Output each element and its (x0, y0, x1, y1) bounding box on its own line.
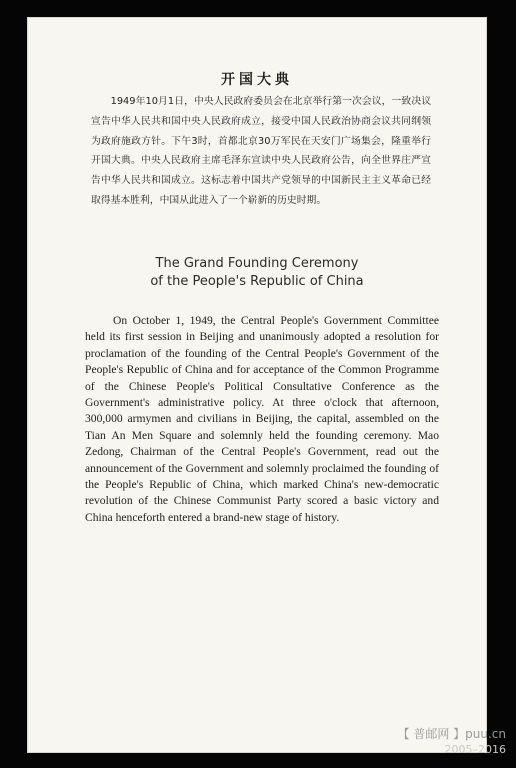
english-title-line-2: of the People's Republic of China (150, 274, 364, 289)
chinese-body-text: 1949年10月1日，中央人民政府委员会在北京举行第一次会议，一致决议宣告中华人民共和国中央人民政府成立，接受中国人民政治协商会议共同纲领为政府施政方针。下午3时，首都北京30万军民在天安门广场集会，隆重举行开国大典。中央人民政府主席毛泽东宣读中央人民政府公告，向全世界庄严宣告中华人民共和国成立。这标志着中国共产党领导的中国新民主主义革命已经取得基本胜利，中国从此进入了一个崭新的历史时期。 (91, 96, 431, 206)
chinese-title: 开国大典 (221, 72, 293, 88)
english-title-line-1: The Grand Founding Ceremony (155, 256, 359, 271)
english-title (27, 255, 487, 291)
site-watermark (398, 726, 506, 758)
watermark-site: 【 普邮网 】puu.cn (397, 727, 506, 741)
info-card (27, 17, 487, 753)
watermark-years: 2005–2016 (444, 743, 506, 756)
english-body-text: On October 1, 1949, the Central People's Government Committee held its first session in Beijing and unanimously adopted a resolution for proclamation of the founding of the Central People's Government of the People's Republic of China and for acceptance of the Common Programme of the Chinese People's Political Consultative Conference as the Government's administrative policy. At three o'clock that afternoon, 300,000 armymen and civilians in Beijing, the capital, assembled on the Tian An Men Square and solemnly held the founding ceremony. Mao Zedong, Chairman of the Central People's Government, read out the announcement of the Government and solemnly proclaimed the founding of the People's Republic of China, which marked China's new-democratic revolution of the Chinese Communist Party scored a basic victory and China henceforth entered a brand-new stage of history. (85, 314, 439, 524)
